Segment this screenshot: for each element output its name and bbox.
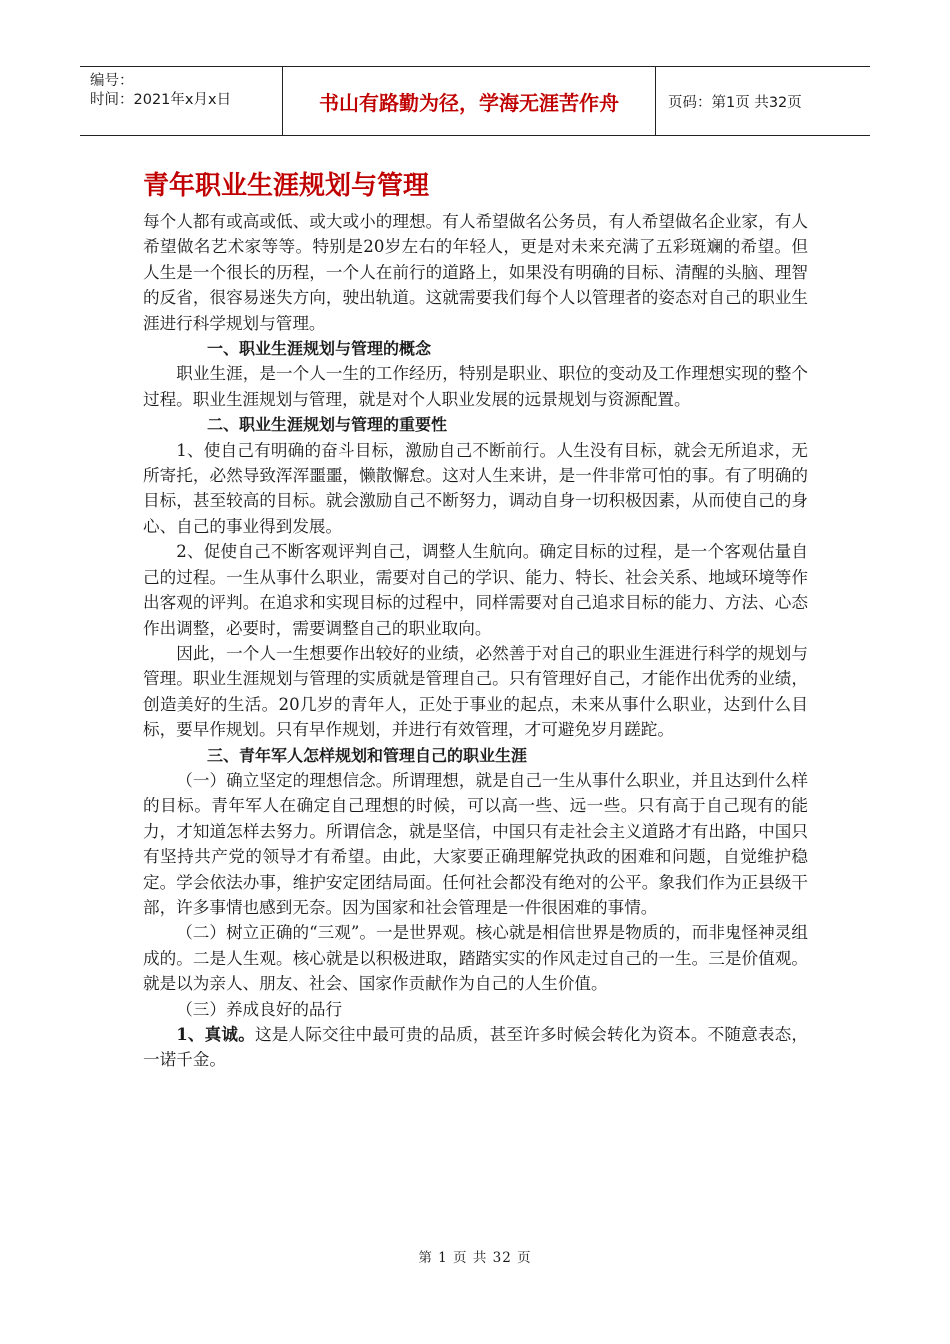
section-heading-3: 三、青年军人怎样规划和管理自己的职业生涯	[207, 745, 528, 765]
paragraph-sincerity	[143, 1022, 808, 1073]
header-meta	[80, 67, 283, 135]
paragraph-three-views: （二）树立正确的“三观”。一是世界观。核心就是相信世界是物质的，而非鬼怪神灵组成的。二是人生观。核心就是以积极进取，踏踏实实的作风走过自己的一生。三是价值观。就是以为亲人、朋友、社会、国家作贡献作为自己的人生价值。	[143, 923, 808, 994]
paragraph-ideals: （一）确立坚定的理想信念。所谓理想，就是自己一生从事什么职业，并且达到什么样的目标。青年军人在确定自己理想的时候，可以高一些、远一些。只有高于自己现有的能力，才知道怎样去努力。所谓信念，就是坚信，中国只有走社会主义道路才有出路，中国只有坚持共产党的领导才有希望。由此，大家要正确理解党执政的困难和问题，自觉维护稳定。学会依法办事，维护安定团结局面。任何社会都没有绝对的公平。象我们作为正县级干部，许多事情也感到无奈。因为国家和社会管理是一件很困难的事情。	[143, 770, 808, 917]
page-footer: 第 1 页 共 32 页	[418, 1250, 532, 1266]
sincerity-term: 1、真诚。	[176, 1024, 255, 1044]
paragraph-concept: 职业生涯，是一个人一生的工作经历，特别是职业、职位的变动及工作理想实现的整个过程。职业生涯规划与管理，就是对个人职业发展的远景规划与资源配置。	[143, 364, 808, 409]
document-title: 青年职业生涯规划与管理	[143, 171, 430, 201]
section-heading-1: 一、职业生涯规划与管理的概念	[207, 339, 432, 359]
paragraph-conduct-heading: （三）养成良好的品行	[176, 999, 343, 1019]
time-label: 时间：2021年x月x日	[90, 92, 232, 108]
header-motto: 书山有路勤为径，学海无涯苦作舟	[283, 67, 656, 135]
section-heading-2: 二、职业生涯规划与管理的重要性	[207, 415, 448, 435]
number-label: 编号：	[90, 73, 134, 89]
header-table	[80, 66, 870, 136]
paragraph-importance-2: 2、促使自己不断客观评判自己，调整人生航向。确定目标的过程，是一个客观估量自己的过程。一生从事什么职业，需要对自己的学识、能力、特长、社会关系、地域环境等作出客观的评判。在追求和实现目标的过程中，同样需要对自己追求目标的能力、方法、心态作出调整，必要时，需要调整自己的职业取向。	[143, 542, 808, 638]
header-page-info: 页码：第1页 共32页	[668, 94, 802, 111]
paragraph-intro: 每个人都有或高或低、或大或小的理想。有人希望做名公务员，有人希望做名企业家，有人希望做名艺术家等等。特别是20岁左右的年轻人，更是对未来充满了五彩斑斓的希望。但人生是一个很长的历程，一个人在前行的道路上，如果没有明确的目标、清醒的头脑、理智的反省，很容易迷失方向，驶出轨道。这就需要我们每个人以管理者的姿态对自己的职业生涯进行科学规划与管理。	[143, 212, 808, 333]
paragraph-therefore: 因此，一个人一生想要作出较好的业绩，必然善于对自己的职业生涯进行科学的规划与管理。职业生涯规划与管理的实质就是管理自己。只有管理好自己，才能作出优秀的业绩，创造美好的生活。20几岁的青年人，正处于事业的起点，未来从事什么职业，达到什么目标，要早作规划。只有早作规划，并进行有效管理，才可避免岁月蹉跎。	[143, 643, 808, 740]
document-body	[143, 168, 808, 1073]
sincerity-text: 这是人际交往中最可贵的品质，甚至许多时候会转化为资本。不随意表态，一诺千金。	[143, 1025, 809, 1070]
paragraph-importance-1: 1、使自己有明确的奋斗目标，激励自己不断前行。人生没有目标，就会无所追求，无所寄托，必然导致浑浑噩噩，懒散懈怠。这对人生来讲，是一件非常可怕的事。有了明确的目标，甚至较高的目标。就会激励自己不断努力，调动自身一切积极因素，从而使自己的身心、自己的事业得到发展。	[143, 440, 808, 536]
